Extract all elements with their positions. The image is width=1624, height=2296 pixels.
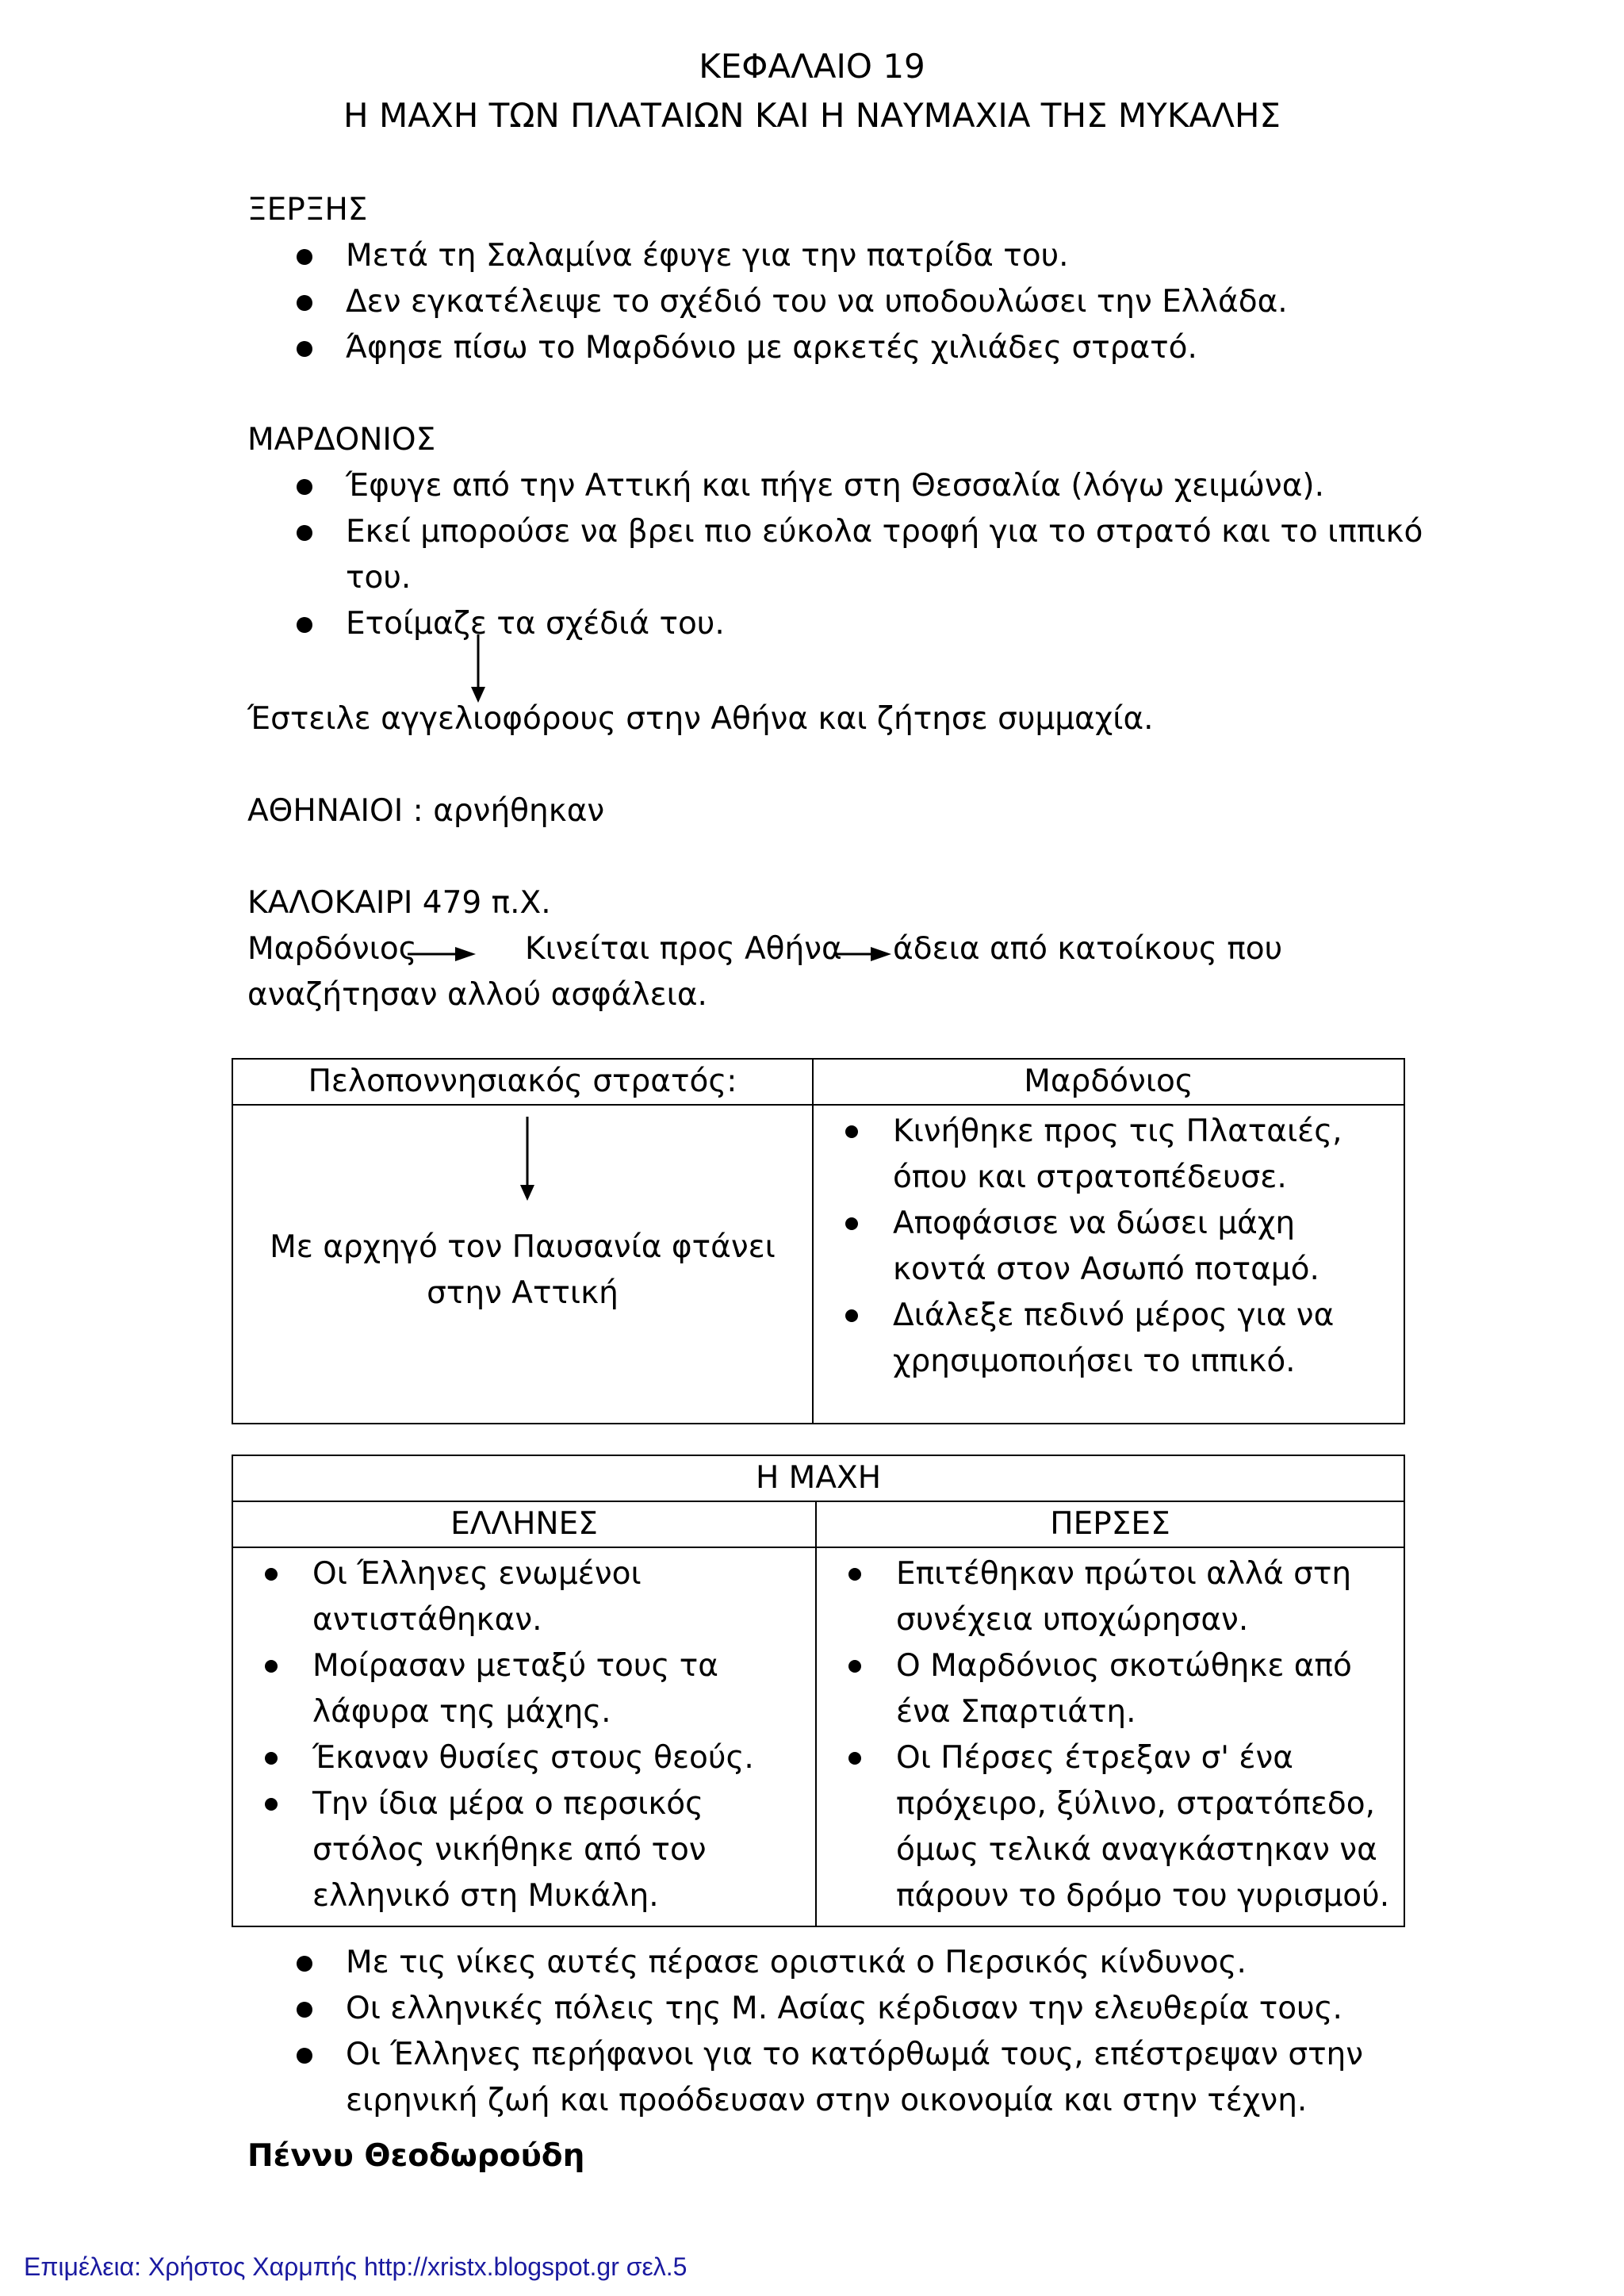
conclusion-item-1: Με τις νίκες αυτές πέρασε οριστικά ο Περσικός κίνδυνος. xyxy=(346,1945,1247,1980)
list-item: Οι Έλληνες ενωμένοι αντιστάθηκαν. xyxy=(233,1551,791,1643)
peloponnesian-text-1: Με αρχηγό τον Παυσανία φτάνει xyxy=(270,1229,776,1265)
summer-step-3: άδεια από κατοίκους που xyxy=(893,931,1283,967)
conclusion-item-3-cont: ειρηνική ζωή και προόδευσαν στην οικονομία και στην τέχνη. xyxy=(346,2083,1308,2118)
bullet-icon xyxy=(297,249,312,265)
summer-step-2: Κινείται προς Αθήνα xyxy=(525,931,842,967)
mardonios-result: Έστειλε αγγελιοφόρους στην Αθήνα και ζήτησε συμμαχία. xyxy=(247,701,1154,737)
page-title: Η ΜΑΧΗ ΤΩΝ ΠΛΑΤΑΙΩΝ ΚΑΙ Η ΝΑΥΜΑΧΙΑ ΤΗΣ ΜΥΚΑΛΗΣ xyxy=(343,96,1281,135)
mardonios-heading: ΜΑΡΔΟΝΙΟΣ xyxy=(247,422,436,458)
list-item: Διάλεξε πεδινό μέρος για να χρησιμοποιήσει το ιππικό. xyxy=(814,1293,1364,1385)
table-header-greeks: ΕΛΛΗΝΕΣ xyxy=(232,1501,816,1547)
summer-step-3-cont: αναζήτησαν αλλού ασφάλεια. xyxy=(247,977,707,1013)
list-item: Οι Πέρσες έτρεξαν σ' ένα πρόχειρο, ξύλινο, στρατόπεδο, όμως τελικά αναγκάστηκαν να πάρουν το δρόμο του γυρισμού. xyxy=(817,1735,1396,1919)
xerxes-item-2: Δεν εγκατέλειψε το σχέδιό του να υποδουλώσει την Ελλάδα. xyxy=(346,284,1288,320)
conclusion-item-2: Οι ελληνικές πόλεις της Μ. Ασίας κέρδισαν την ελευθερία τους. xyxy=(346,1991,1342,2026)
bullet-icon xyxy=(297,2048,312,2064)
list-item: Έκαναν θυσίες στους θεούς. xyxy=(233,1735,791,1781)
bullet-icon xyxy=(297,2002,312,2018)
peloponnesian-cell xyxy=(232,1105,813,1424)
conclusion-item-3: Οι Έλληνες περήφανοι για το κατόρθωμά τους, επέστρεψαν στην xyxy=(346,2037,1364,2072)
down-arrow-icon xyxy=(515,1117,539,1204)
bullet-icon xyxy=(297,525,312,541)
mardonios-item-2-cont: του. xyxy=(346,560,412,596)
list-item: Ο Μαρδόνιος σκοτώθηκε από ένα Σπαρτιάτη. xyxy=(817,1643,1396,1735)
down-arrow-icon xyxy=(466,634,490,706)
table-header-persians: ΠΕΡΣΕΣ xyxy=(816,1501,1404,1547)
list-item: Μοίρασαν μεταξύ τους τα λάφυρα της μάχης. xyxy=(233,1643,791,1735)
summer-heading: ΚΑΛΟΚΑΙΡΙ 479 π.Χ. xyxy=(247,885,551,921)
footer-credit: Επιμέλεια: Χρήστος Χαρμπής http://xristx.blogspot.gr σελ.5 xyxy=(24,2252,688,2281)
mardonios-item-1: Έφυγε από την Αττική και πήγε στη Θεσσαλία (λόγω χειμώνα). xyxy=(346,468,1325,504)
bullet-icon xyxy=(297,1956,312,1972)
list-item: Κινήθηκε προς τις Πλαταιές, όπου και στρατοπέδευσε. xyxy=(814,1109,1364,1201)
table-header-mardonios: Μαρδόνιος xyxy=(813,1059,1404,1105)
list-item: Αποφάσισε να δώσει μάχη κοντά στον Ασωπό ποταμό. xyxy=(814,1201,1364,1293)
chapter-title: ΚΕΦΑΛΑΙΟ 19 xyxy=(699,47,925,86)
bullet-icon xyxy=(297,479,312,495)
mardonios-item-3: Ετοίμαζε τα σχέδιά του. xyxy=(346,606,725,642)
list-item: Επιτέθηκαν πρώτοι αλλά στη συνέχεια υποχώρησαν. xyxy=(817,1551,1396,1643)
bullet-icon xyxy=(297,617,312,633)
mardonios-cell xyxy=(813,1105,1404,1424)
right-arrow-icon xyxy=(408,942,479,966)
summer-step-1: Μαρδόνιος xyxy=(247,931,417,967)
xerxes-item-3: Άφησε πίσω το Μαρδόνιο με αρκετές χιλιάδες στρατό. xyxy=(346,330,1197,366)
battle-table xyxy=(232,1455,1405,1927)
persians-cell xyxy=(816,1547,1404,1926)
peloponnesian-text-2: στην Αττική xyxy=(427,1275,619,1311)
xerxes-item-1: Μετά τη Σαλαμίνα έφυγε για την πατρίδα του. xyxy=(346,238,1069,274)
xerxes-heading: ΞΕΡΞΗΣ xyxy=(247,192,368,228)
athenians-line: ΑΘΗΝΑΙΟΙ : αρνήθηκαν xyxy=(247,793,605,829)
author-name: Πέννυ Θεοδωρούδη xyxy=(247,2138,585,2174)
army-table xyxy=(232,1058,1405,1424)
mardonios-item-2: Εκεί μπορούσε να βρει πιο εύκολα τροφή για το στρατό και το ιππικό xyxy=(346,514,1423,550)
list-item: Την ίδια μέρα ο περσικός στόλος νικήθηκε από τον ελληνικό στη Μυκάλη. xyxy=(233,1781,791,1919)
table-header-peloponnesian: Πελοποννησιακός στρατός: xyxy=(232,1059,813,1105)
battle-title: Η ΜΑΧΗ xyxy=(232,1455,1404,1501)
right-arrow-icon xyxy=(834,942,893,966)
greeks-cell xyxy=(232,1547,816,1926)
bullet-icon xyxy=(297,341,312,357)
bullet-icon xyxy=(297,295,312,311)
